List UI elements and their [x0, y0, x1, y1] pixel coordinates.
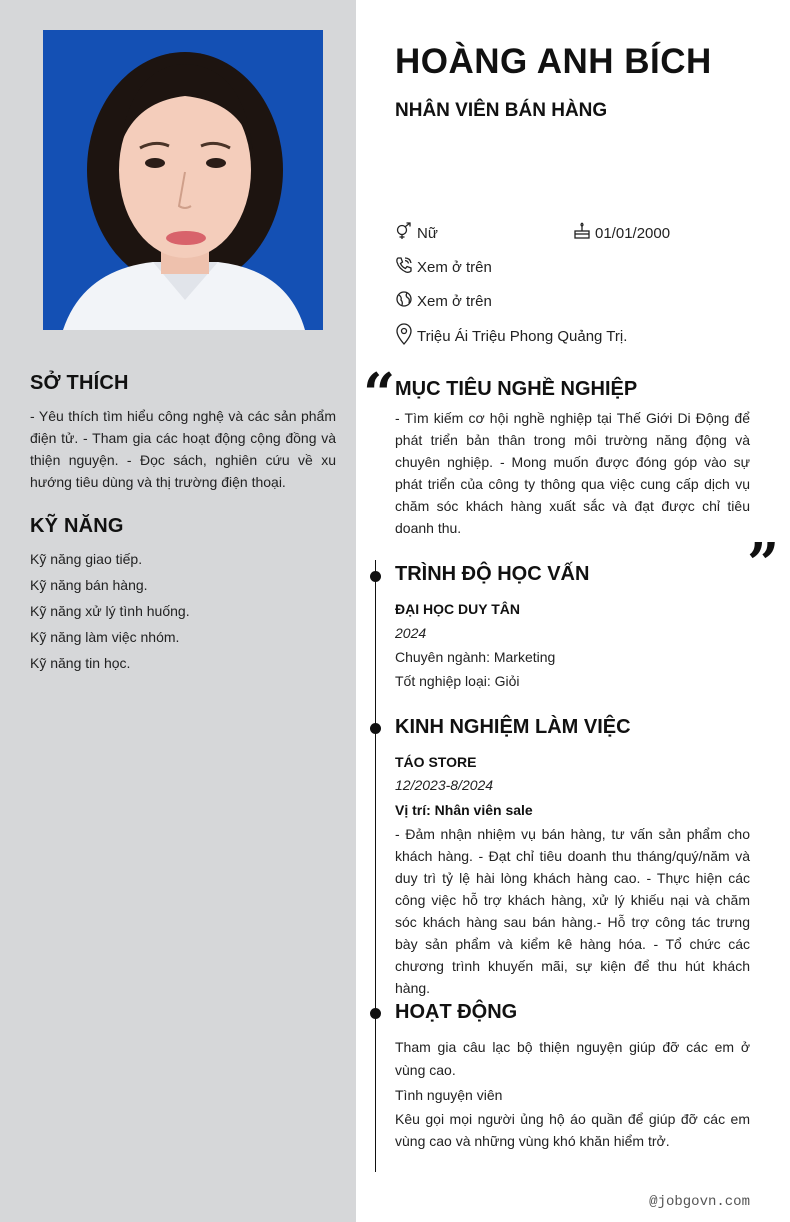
phone-value: Xem ở trên — [417, 258, 492, 276]
phone-icon — [395, 256, 417, 278]
candidate-name: HOÀNG ANH BÍCH — [395, 42, 712, 81]
job-title: NHÂN VIÊN BÁN HÀNG — [395, 100, 608, 121]
activity-detail: Kêu gọi mọi người ủng hộ áo quần để giúp đỡ các em vùng cao và những vùng khó khăn hiểm trở. — [395, 1111, 750, 1149]
address-row — [395, 323, 627, 349]
skill-item: Kỹ năng làm việc nhóm. — [30, 629, 180, 645]
profile-photo — [43, 30, 323, 330]
school-name: ĐẠI HỌC DUY TÂN — [395, 601, 520, 617]
timeline-line — [375, 560, 376, 1172]
education-grade: Tốt nghiệp loại: Giỏi — [395, 673, 520, 689]
sidebar — [0, 0, 356, 1222]
timeline-dot — [370, 723, 381, 734]
work-position: Vị trí: Nhân viên sale — [395, 802, 533, 818]
address-value: Triệu Ái Triệu Phong Quảng Trị. — [417, 327, 628, 345]
birthday-value: 01/01/2000 — [595, 224, 671, 242]
timeline-dot — [370, 571, 381, 582]
hobbies-title: SỞ THÍCH — [30, 372, 129, 394]
experience-text: - Đảm nhận nhiệm vụ bán hàng, tư vấn sản phẩm cho khách hàng. - Đạt chỉ tiêu doanh thu tháng/quý/năm và duy trì tỷ lệ hài lòng khách hàng cao. - Thực hiện các công việc hỗ trợ khách hàng, xử lý khiếu nại và chăm sóc khách hàng sau bán hàng.- Hỗ trợ công tác trưng bày sản phẩm và kiểm kê hàng hóa. - Tổ chức các chương trình khuyến mãi, sự kiện để thu hút khách hàng. — [395, 826, 750, 996]
skills-title: KỸ NĂNG — [30, 515, 124, 537]
gender-value: Nữ — [417, 224, 438, 242]
activity-role: Tình nguyện viên — [395, 1087, 503, 1103]
skill-item: Kỹ năng giao tiếp. — [30, 551, 143, 567]
objective-title: MỤC TIÊU NGHỀ NGHIỆP — [395, 378, 638, 400]
activities-title: HOẠT ĐỘNG — [395, 1001, 518, 1023]
experience-title: KINH NGHIỆM LÀM VIỆC — [395, 716, 631, 738]
objective-text: - Tìm kiếm cơ hội nghề nghiệp tại Thế Giới Di Động để phát triển bản thân trong môi trường năng động và chuyên nghiệp. - Mong muốn được đóng góp vào sự phát triển của công ty thông qua việc cung cấp dịch vụ chăm sóc khách hàng xuất sắc và đạt được chỉ tiêu doanh thu. — [395, 410, 750, 536]
skills-list — [30, 546, 336, 676]
activity-description: Tham gia câu lạc bộ thiện nguyện giúp đỡ các em ở vùng cao. — [395, 1039, 750, 1078]
birthday-row — [573, 222, 670, 244]
skill-item: Kỹ năng bán hàng. — [30, 577, 148, 593]
skill-item: Kỹ năng tin học. — [30, 655, 131, 671]
hobbies-text: - Yêu thích tìm hiểu công nghệ và các sản phẩm điện tử. - Tham gia các hoạt động cộng đồng và thiện nguyện. - Đọc sách, nghiên cứu về xu hướng tiêu dùng và thị trường điện thoại. — [30, 408, 336, 490]
work-period: 12/2023-8/2024 — [395, 777, 494, 793]
phone-row — [395, 256, 492, 278]
cake-icon — [573, 222, 595, 244]
website-value: Xem ở trên — [417, 292, 492, 310]
gender-row — [395, 222, 438, 244]
gender-icon — [395, 222, 417, 244]
hobbies-section — [30, 372, 336, 493]
location-pin-icon — [395, 323, 417, 349]
skills-section — [30, 515, 336, 676]
website-row — [395, 290, 492, 312]
close-quote-icon: ” — [747, 531, 780, 597]
company-name: TÁO STORE — [395, 754, 477, 770]
graduation-year: 2024 — [395, 625, 427, 641]
timeline-dot — [370, 1008, 381, 1019]
open-quote-icon: “ — [363, 361, 396, 427]
globe-icon — [395, 290, 417, 312]
education-major: Chuyên ngành: Marketing — [395, 649, 556, 665]
education-title: TRÌNH ĐỘ HỌC VẤN — [395, 563, 590, 585]
watermark: @jobgovn.com — [649, 1194, 750, 1210]
skill-item: Kỹ năng xử lý tình huống. — [30, 603, 190, 619]
